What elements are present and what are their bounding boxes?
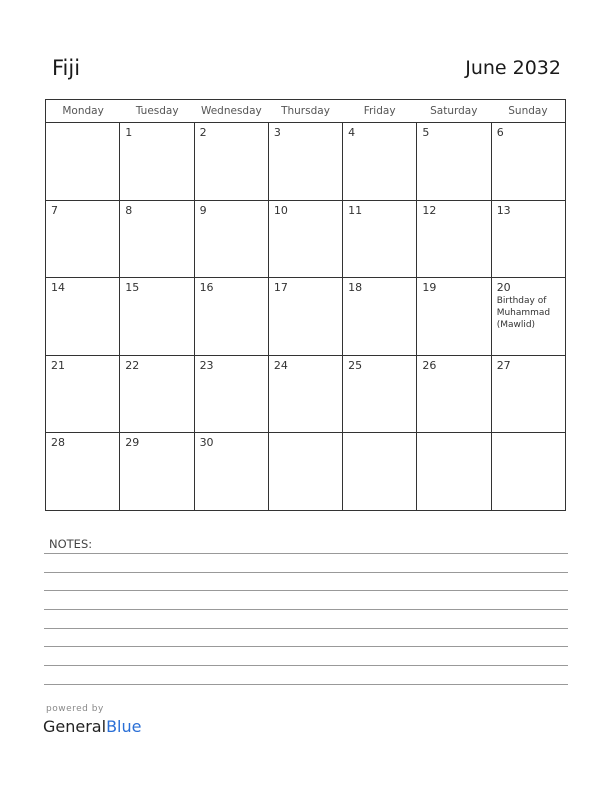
weekday-tuesday: Tuesday (135, 105, 179, 117)
day-cell (492, 278, 566, 355)
notes-line (44, 590, 568, 591)
day-number: 9 (199, 203, 207, 217)
day-cell (269, 201, 343, 278)
day-cell (120, 123, 194, 200)
notes-label: NOTES: (49, 537, 93, 551)
powered-by-text: powered by (46, 704, 104, 714)
day-cell (343, 123, 417, 200)
notes-line (44, 684, 568, 685)
day-cell (46, 356, 120, 433)
day-number: 21 (51, 358, 65, 372)
day-cell (46, 123, 120, 200)
day-cell (120, 201, 194, 278)
day-cell (343, 201, 417, 278)
day-number: 4 (348, 126, 356, 139)
weekday-thursday: Thursday (281, 105, 330, 117)
day-number: 2 (199, 126, 207, 139)
day-cell (343, 278, 417, 355)
day-number: 24 (273, 358, 288, 372)
day-number: 23 (199, 358, 214, 372)
day-number: 19 (422, 281, 437, 295)
day-cell (195, 201, 269, 278)
notes-line (44, 572, 568, 573)
day-number: 12 (422, 203, 437, 217)
day-cell (46, 278, 120, 355)
day-number: 11 (348, 203, 363, 217)
calendar (45, 99, 566, 511)
day-cell (195, 278, 269, 355)
week-row (46, 278, 566, 356)
day-number: 8 (125, 203, 133, 217)
day-cell (120, 278, 194, 355)
day-number: 16 (199, 281, 214, 295)
brand-logo (43, 717, 141, 736)
day-cell (269, 278, 343, 355)
weekday-wednesday: Wednesday (200, 105, 262, 117)
day-cell (492, 433, 566, 510)
day-number: 6 (496, 126, 504, 139)
day-cell (492, 201, 566, 278)
day-cell (492, 356, 566, 433)
day-number: 13 (496, 203, 511, 217)
day-number: 29 (125, 436, 140, 450)
brand-general: General (43, 717, 107, 736)
week-row (46, 123, 566, 201)
day-number: 22 (125, 358, 140, 372)
week-row (46, 433, 566, 511)
notes-line (44, 628, 568, 629)
day-cell (46, 201, 120, 278)
weekday-monday: Monday (62, 105, 104, 117)
day-cell (343, 433, 417, 510)
notes-line (44, 609, 568, 610)
day-cell (269, 433, 343, 510)
day-cell (269, 356, 343, 433)
day-cell (492, 123, 566, 200)
day-cell (417, 201, 491, 278)
day-number: 7 (51, 203, 58, 217)
notes-line (44, 665, 568, 666)
day-number: 25 (348, 358, 363, 372)
notes-line (44, 646, 568, 647)
weekday-sunday: Sunday (508, 105, 548, 117)
day-cell (195, 356, 269, 433)
day-number: 27 (496, 358, 511, 372)
calendar-grid (45, 123, 566, 511)
holiday-label: Birthday of Muhammad (Mawlid) (496, 296, 551, 331)
day-cell (195, 433, 269, 510)
day-number: 15 (125, 281, 140, 295)
day-cell (417, 278, 491, 355)
day-cell (46, 433, 120, 510)
brand-blue: Blue (106, 717, 142, 736)
day-number: 17 (273, 281, 288, 295)
day-number: 30 (199, 436, 214, 450)
day-cell (195, 123, 269, 200)
day-number: 1 (125, 126, 133, 139)
day-cell (417, 356, 491, 433)
day-cell (417, 433, 491, 510)
week-row (46, 356, 566, 434)
country-title: Fiji (52, 56, 81, 80)
day-number: 5 (422, 126, 430, 139)
day-cell (417, 123, 491, 200)
day-cell (269, 123, 343, 200)
day-number: 18 (348, 281, 363, 295)
weekday-friday: Friday (363, 105, 396, 117)
weekday-saturday: Saturday (430, 105, 478, 117)
week-row (46, 201, 566, 279)
day-cell (120, 356, 194, 433)
day-number: 28 (51, 436, 65, 450)
day-number: 10 (273, 203, 288, 217)
day-number: 14 (51, 281, 65, 295)
day-cell (120, 433, 194, 510)
day-cell (343, 356, 417, 433)
day-number: 26 (422, 358, 437, 372)
notes-line (44, 553, 568, 554)
day-number: 3 (273, 126, 281, 139)
day-number: 20 (496, 281, 511, 295)
weekday-header (45, 99, 566, 123)
month-year-title: June 2032 (465, 57, 561, 79)
